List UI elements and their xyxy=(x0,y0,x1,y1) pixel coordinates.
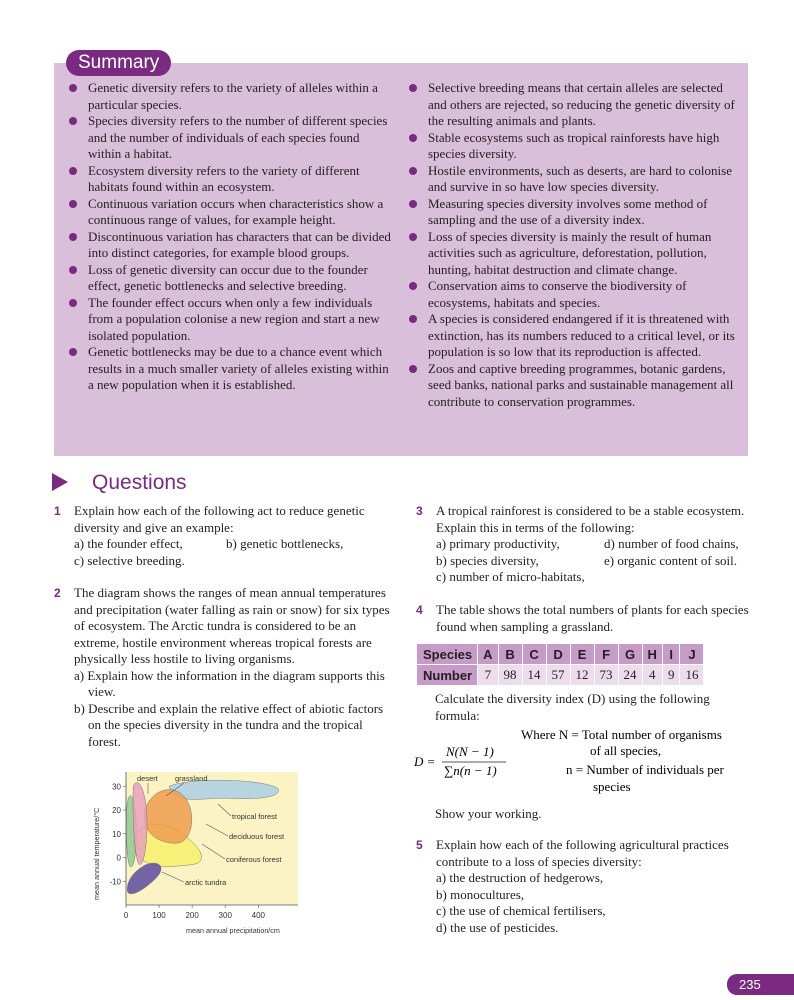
question-number: 1 xyxy=(54,504,61,518)
summary-item: Selective breeding means that certain alleles are selected and others are rejected, so reducing the genetic diversity of the resulting animals and plants. xyxy=(406,80,742,130)
where-line-3: n = Number of individuals per xyxy=(566,762,724,777)
table-cell: 14 xyxy=(522,665,546,686)
label-coniferous-forest: coniferous forest xyxy=(226,855,282,864)
option-a: a) the destruction of hedgerows, xyxy=(436,870,604,885)
option-a: a) primary productivity, xyxy=(436,536,560,551)
questions-title: Questions xyxy=(92,471,187,494)
summary-item: Measuring species diversity involves some method of sampling and the use of a diversity index. xyxy=(406,196,742,229)
table-cell: B xyxy=(498,644,522,665)
bullet-icon xyxy=(69,266,77,274)
y-tick-label: 0 xyxy=(116,853,121,863)
question-number: 3 xyxy=(416,504,423,518)
summary-item: Discontinuous variation has characters that can be divided into distinct categories, for example blood groups. xyxy=(66,229,394,262)
question-number: 2 xyxy=(54,586,61,600)
question-2 xyxy=(54,585,390,750)
table-row xyxy=(417,665,704,686)
option-c: c) number of micro-habitats, xyxy=(436,569,585,584)
bullet-icon xyxy=(69,233,77,241)
table-cell: C xyxy=(522,644,546,665)
x-tick-label: 200 xyxy=(185,911,199,920)
table-cell: A xyxy=(478,644,498,665)
bullet-icon xyxy=(409,167,417,175)
table-cell: 7 xyxy=(478,665,498,686)
bullet-icon xyxy=(69,299,77,307)
formula-lhs: D = xyxy=(414,754,436,769)
formula-denominator: ∑n(n − 1) xyxy=(444,763,497,778)
y-tick-label: 20 xyxy=(112,806,121,815)
question-options-row xyxy=(74,536,379,553)
option-d: d) the use of pesticides. xyxy=(436,919,559,935)
where-line-2: of all species, xyxy=(590,743,662,758)
bullet-icon xyxy=(409,233,417,241)
option-b: b) Describe and explain the relative effect of abiotic factors on the species diversity in the tundra and the tropical forest. xyxy=(74,700,384,749)
x-axis-label: mean annual precipitation/cm xyxy=(186,926,280,935)
option-b: b) species diversity, xyxy=(436,552,539,568)
summary-left-list xyxy=(66,80,394,394)
table-cell: 98 xyxy=(498,665,522,686)
table-cell: F xyxy=(594,644,618,665)
table-cell: 12 xyxy=(570,665,594,686)
label-tropical-forest: tropical forest xyxy=(232,812,278,821)
question-text: The diagram shows the ranges of mean annual temperatures and precipitation (water falling as rain or snow) for six types of ecosystem. The Arctic tundra is considered to be an extreme, hostile environment whereas tropical forests are physically less hostile to living organisms. xyxy=(74,585,390,666)
y-axis-label: mean annual temperature/°C xyxy=(92,807,101,900)
question-text: A tropical rainforest is considered to be a stable ecosystem. Explain this in terms of the following: xyxy=(436,503,745,535)
summary-item: Hostile environments, such as deserts, are hard to colonise and survive in so have low species diversity. xyxy=(406,163,742,196)
table-cell: 16 xyxy=(680,665,704,686)
x-tick-label: 300 xyxy=(218,911,232,920)
summary-item: A species is considered endangered if it is threatened with extinction, has its numbers reduced to a critical level, or its population is so low that its reproduction is affected. xyxy=(406,311,742,361)
option-e: e) organic content of soil. xyxy=(604,552,737,568)
summary-item: Continuous variation occurs when characteristics show a continuous range of values, for example height. xyxy=(66,196,394,229)
ecosystem-diagram xyxy=(92,770,302,940)
bullet-icon xyxy=(69,348,77,356)
bullet-icon xyxy=(409,134,417,142)
question-text: Explain how each of the following act to reduce genetic diversity and give an example: xyxy=(74,503,365,535)
summary-item: The founder effect occurs when only a few individuals from a population colonise a new region and start a new isolated population. xyxy=(66,295,394,345)
bullet-icon xyxy=(69,117,77,125)
table-cell: 4 xyxy=(642,665,662,686)
summary-item: Ecosystem diversity refers to the variety of different habitats found within an ecosystem. xyxy=(66,163,394,196)
where-line-1: Where N = Total number of organisms xyxy=(521,727,722,742)
question-3 xyxy=(416,503,756,586)
summary-item: Species diversity refers to the number of different species and the number of individuals of each species found within a habitat. xyxy=(66,113,394,163)
x-tick-label: 400 xyxy=(251,911,265,920)
option-c: c) selective breeding. xyxy=(74,552,185,568)
bullet-icon xyxy=(409,84,417,92)
question-number: 4 xyxy=(416,603,423,617)
page-number: 235 xyxy=(727,974,794,995)
species-table xyxy=(416,643,704,686)
formula-numerator: N(N − 1) xyxy=(446,744,494,759)
table-cell: D xyxy=(546,644,570,665)
bullet-icon xyxy=(409,365,417,373)
table-cell: 73 xyxy=(594,665,618,686)
table-cell: 9 xyxy=(662,665,680,686)
label-deciduous-forest: deciduous forest xyxy=(229,832,285,841)
x-tick-label: 100 xyxy=(152,911,166,920)
label-desert: desert xyxy=(137,774,158,783)
y-tick-label: -10 xyxy=(109,877,121,887)
summary-item: Loss of genetic diversity can occur due to the founder effect, genetic bottlenecks and selective breeding. xyxy=(66,262,394,295)
summary-item: Stable ecosystems such as tropical rainforests have high species diversity. xyxy=(406,130,742,163)
question-1 xyxy=(54,503,379,569)
where-line-4: species xyxy=(593,779,631,794)
table-cell: 57 xyxy=(546,665,570,686)
bullet-icon xyxy=(69,84,77,92)
table-header-label: Species xyxy=(417,644,478,665)
show-working: Show your working. xyxy=(435,806,542,821)
table-row xyxy=(417,644,704,665)
table-cell: G xyxy=(618,644,642,665)
question-4 xyxy=(416,602,756,635)
table-value-label: Number xyxy=(417,665,478,686)
summary-item: Zoos and captive breeding programmes, botanic gardens, seed banks, national parks and sustainable management all contribute to conservation programmes. xyxy=(406,361,742,411)
summary-item: Genetic diversity refers to the variety of alleles within a particular species. xyxy=(66,80,394,113)
option-a: a) Explain how the information in the diagram supports this view. xyxy=(74,667,385,699)
option-c: c) the use of chemical fertilisers, xyxy=(436,903,606,918)
table-cell: I xyxy=(662,644,680,665)
summary-right-list xyxy=(406,80,742,410)
x-tick-label: 0 xyxy=(123,911,129,920)
bullet-icon xyxy=(409,315,417,323)
option-b: b) genetic bottlenecks, xyxy=(226,536,344,551)
table-cell: E xyxy=(570,644,594,665)
summary-item: Conservation aims to conserve the biodiversity of ecosystems, habitats and species. xyxy=(406,278,742,311)
question-text: The table shows the total numbers of plants for each species found when sampling a grassland. xyxy=(436,602,749,634)
summary-title: Summary xyxy=(66,50,171,76)
bullet-icon xyxy=(69,167,77,175)
question-number: 5 xyxy=(416,838,423,852)
diversity-formula xyxy=(414,727,754,802)
bullet-icon xyxy=(409,282,417,290)
table-cell: J xyxy=(680,644,704,665)
question-options-row xyxy=(436,536,756,553)
option-b: b) monocultures, xyxy=(436,886,525,902)
bullet-icon xyxy=(409,200,417,208)
question-options-row xyxy=(436,553,756,570)
summary-item: Loss of species diversity is mainly the result of human activities such as agriculture, deforestation, pollution, hunting, habitat destruction and climate change. xyxy=(406,229,742,279)
option-a: a) the founder effect, xyxy=(74,536,183,551)
label-arctic-tundra: arctic tundra xyxy=(185,878,227,887)
summary-item: Genetic bottlenecks may be due to a chance event which results in a much smaller variety of alleles existing within a new population when it is established. xyxy=(66,344,394,394)
question-text: Explain how each of the following agricultural practices contribute to a loss of species diversity: xyxy=(436,837,729,869)
y-tick-label: 10 xyxy=(112,829,121,839)
label-grassland: grassland xyxy=(175,774,208,783)
triangle-arrow-icon xyxy=(52,473,68,491)
table-cell: H xyxy=(642,644,662,665)
question-5 xyxy=(416,837,756,936)
calc-instruction: Calculate the diversity index (D) using the following formula: xyxy=(435,691,710,723)
y-tick-label: 30 xyxy=(112,782,121,792)
table-cell: 24 xyxy=(618,665,642,686)
bullet-icon xyxy=(69,200,77,208)
option-d: d) number of food chains, xyxy=(604,536,739,551)
